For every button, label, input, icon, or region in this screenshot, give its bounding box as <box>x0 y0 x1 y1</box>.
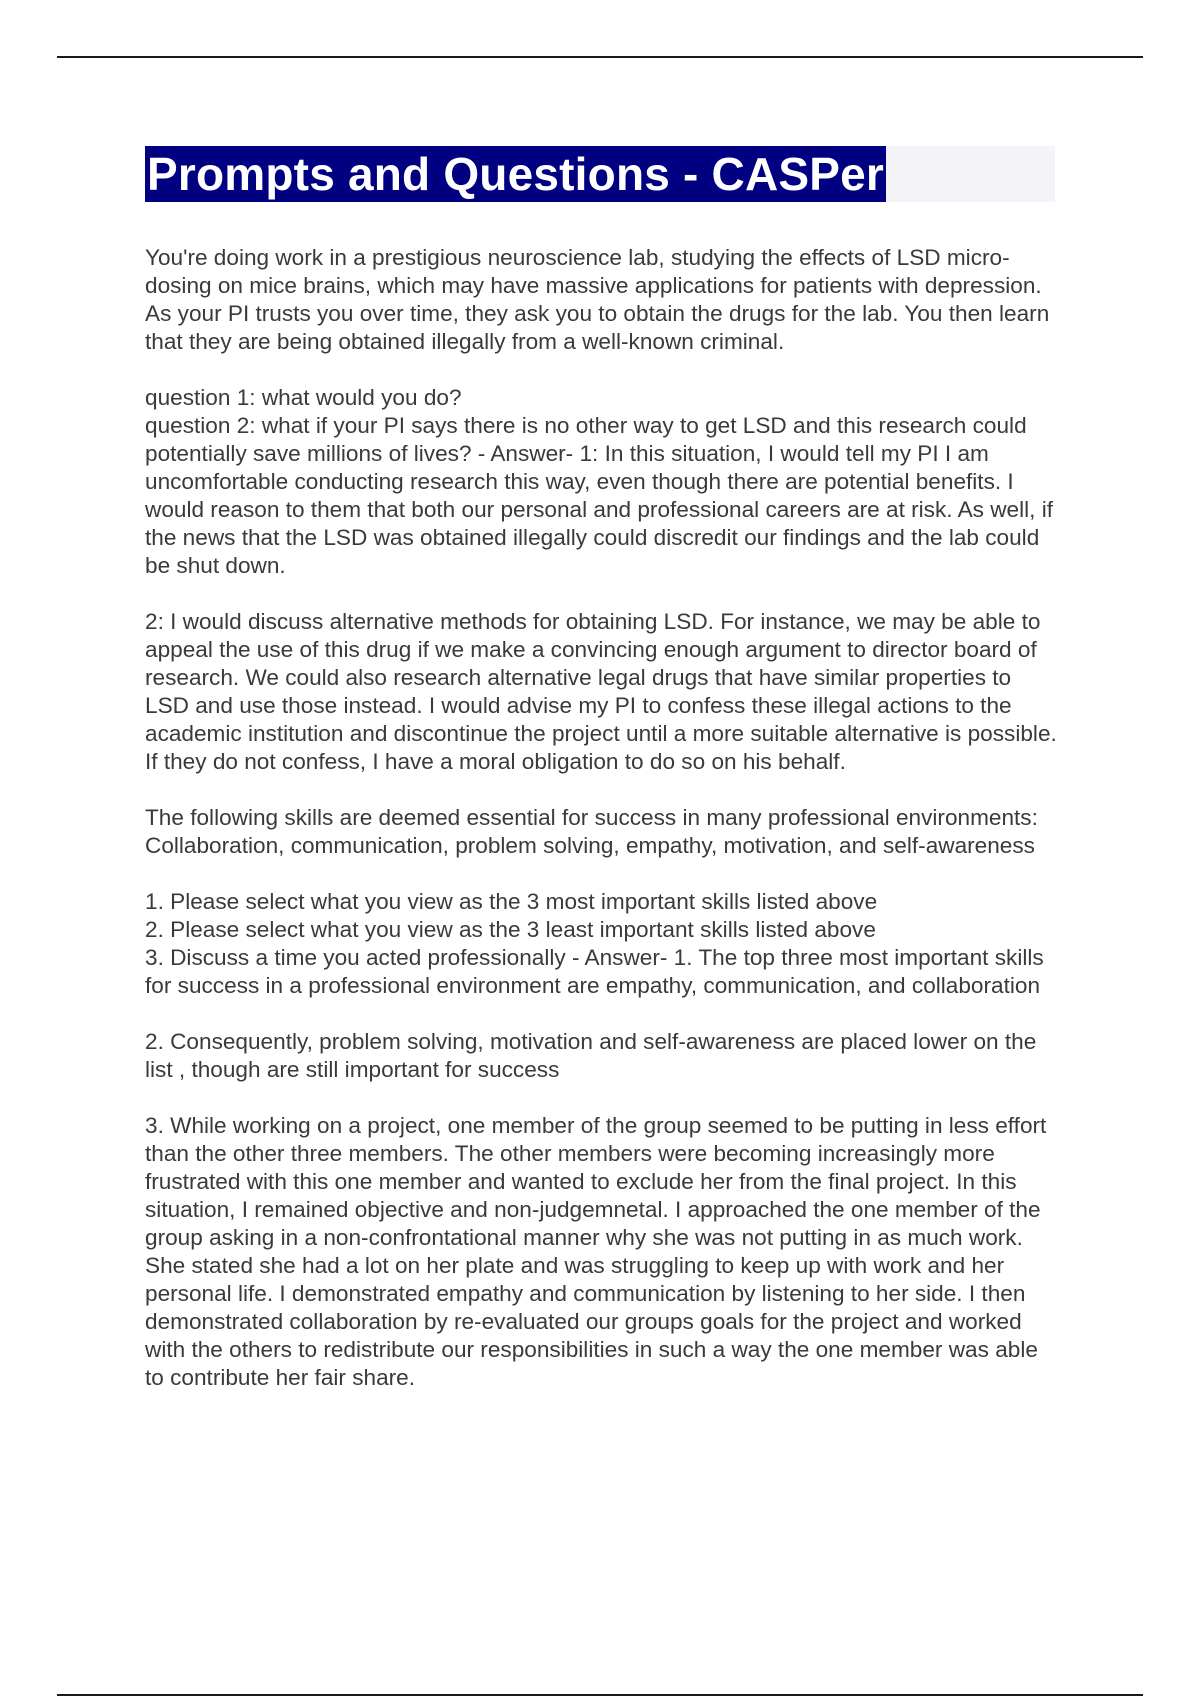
scenario-paragraph: You're doing work in a prestigious neuroscience lab, studying the effects of LSD micro-dosing on mice brains, which may have massive applications for patients with depression. As your PI trusts you over time, they ask you to obtain the drugs for the lab. You then learn that they are being obtained illegally from a well-known criminal. <box>145 245 1050 354</box>
skills-answer-2: 2. Consequently, problem solving, motivation and self-awareness are placed lower on the list , though are still important for success <box>145 1029 1037 1082</box>
question-2-answer-1: question 2: what if your PI says there is no other way to get LSD and this research could potentially save millions of lives? - Answer- 1: In this situation, I would tell my PI I am uncomfortable conducting research this way, even though there are potential benefits. I would reason to them that both our personal and professional careers are at risk. As well, if the news that the LSD was obtained illegally could discredit our findings and the lab could be shut down. <box>145 413 1053 578</box>
skills-block <box>145 804 1060 860</box>
top-divider <box>57 56 1143 58</box>
skills-question-1: 1. Please select what you view as the 3 most important skills listed above <box>145 889 878 914</box>
questions-answer-block <box>145 384 1060 580</box>
document-body <box>145 244 1060 1420</box>
skills-question-3-answer-1: 3. Discuss a time you acted professionally - Answer- 1. The top three most important skills for success in a professional environment are empathy, communication, and collaboration <box>145 945 1044 998</box>
question-1: question 1: what would you do? <box>145 385 462 410</box>
skills-list: Collaboration, communication, problem solving, empathy, motivation, and self-awareness <box>145 833 1035 858</box>
answer-2-paragraph: 2: I would discuss alternative methods for obtaining LSD. For instance, we may be able to appeal the use of this drug if we make a convincing enough argument to director board of research. We could also research alternative legal drugs that have similar properties to LSD and use those instead. I would advise my PI to confess these illegal actions to the academic institution and discontinue the project until a more suitable alternative is possible. If they do not confess, I have a moral obligation to do so on his behalf. <box>145 609 1057 774</box>
bottom-divider <box>57 1694 1143 1696</box>
skills-questions-block <box>145 888 1060 1000</box>
skills-intro: The following skills are deemed essential for success in many professional environments: <box>145 805 1038 830</box>
page-title: Prompts and Questions - CASPer <box>147 148 885 200</box>
skills-answer-3: 3. While working on a project, one member of the group seemed to be putting in less effort than the other three members. The other members were becoming increasingly more frustrated with this one member and wanted to exclude her from the final project. In this situation, I remained objective and non-judgemnetal. I approached the one member of the group asking in a non-confrontational manner why she was not putting in as much work. She stated she had a lot on her plate and was struggling to keep up with work and her personal life. I demonstrated empathy and communication by listening to her side. I then demonstrated collaboration by re-evaluated our groups goals for the project and worked with the others to redistribute our responsibilities in such a way the one member was able to contribute her fair share. <box>145 1113 1047 1390</box>
skills-question-2: 2. Please select what you view as the 3 least important skills listed above <box>145 917 876 942</box>
